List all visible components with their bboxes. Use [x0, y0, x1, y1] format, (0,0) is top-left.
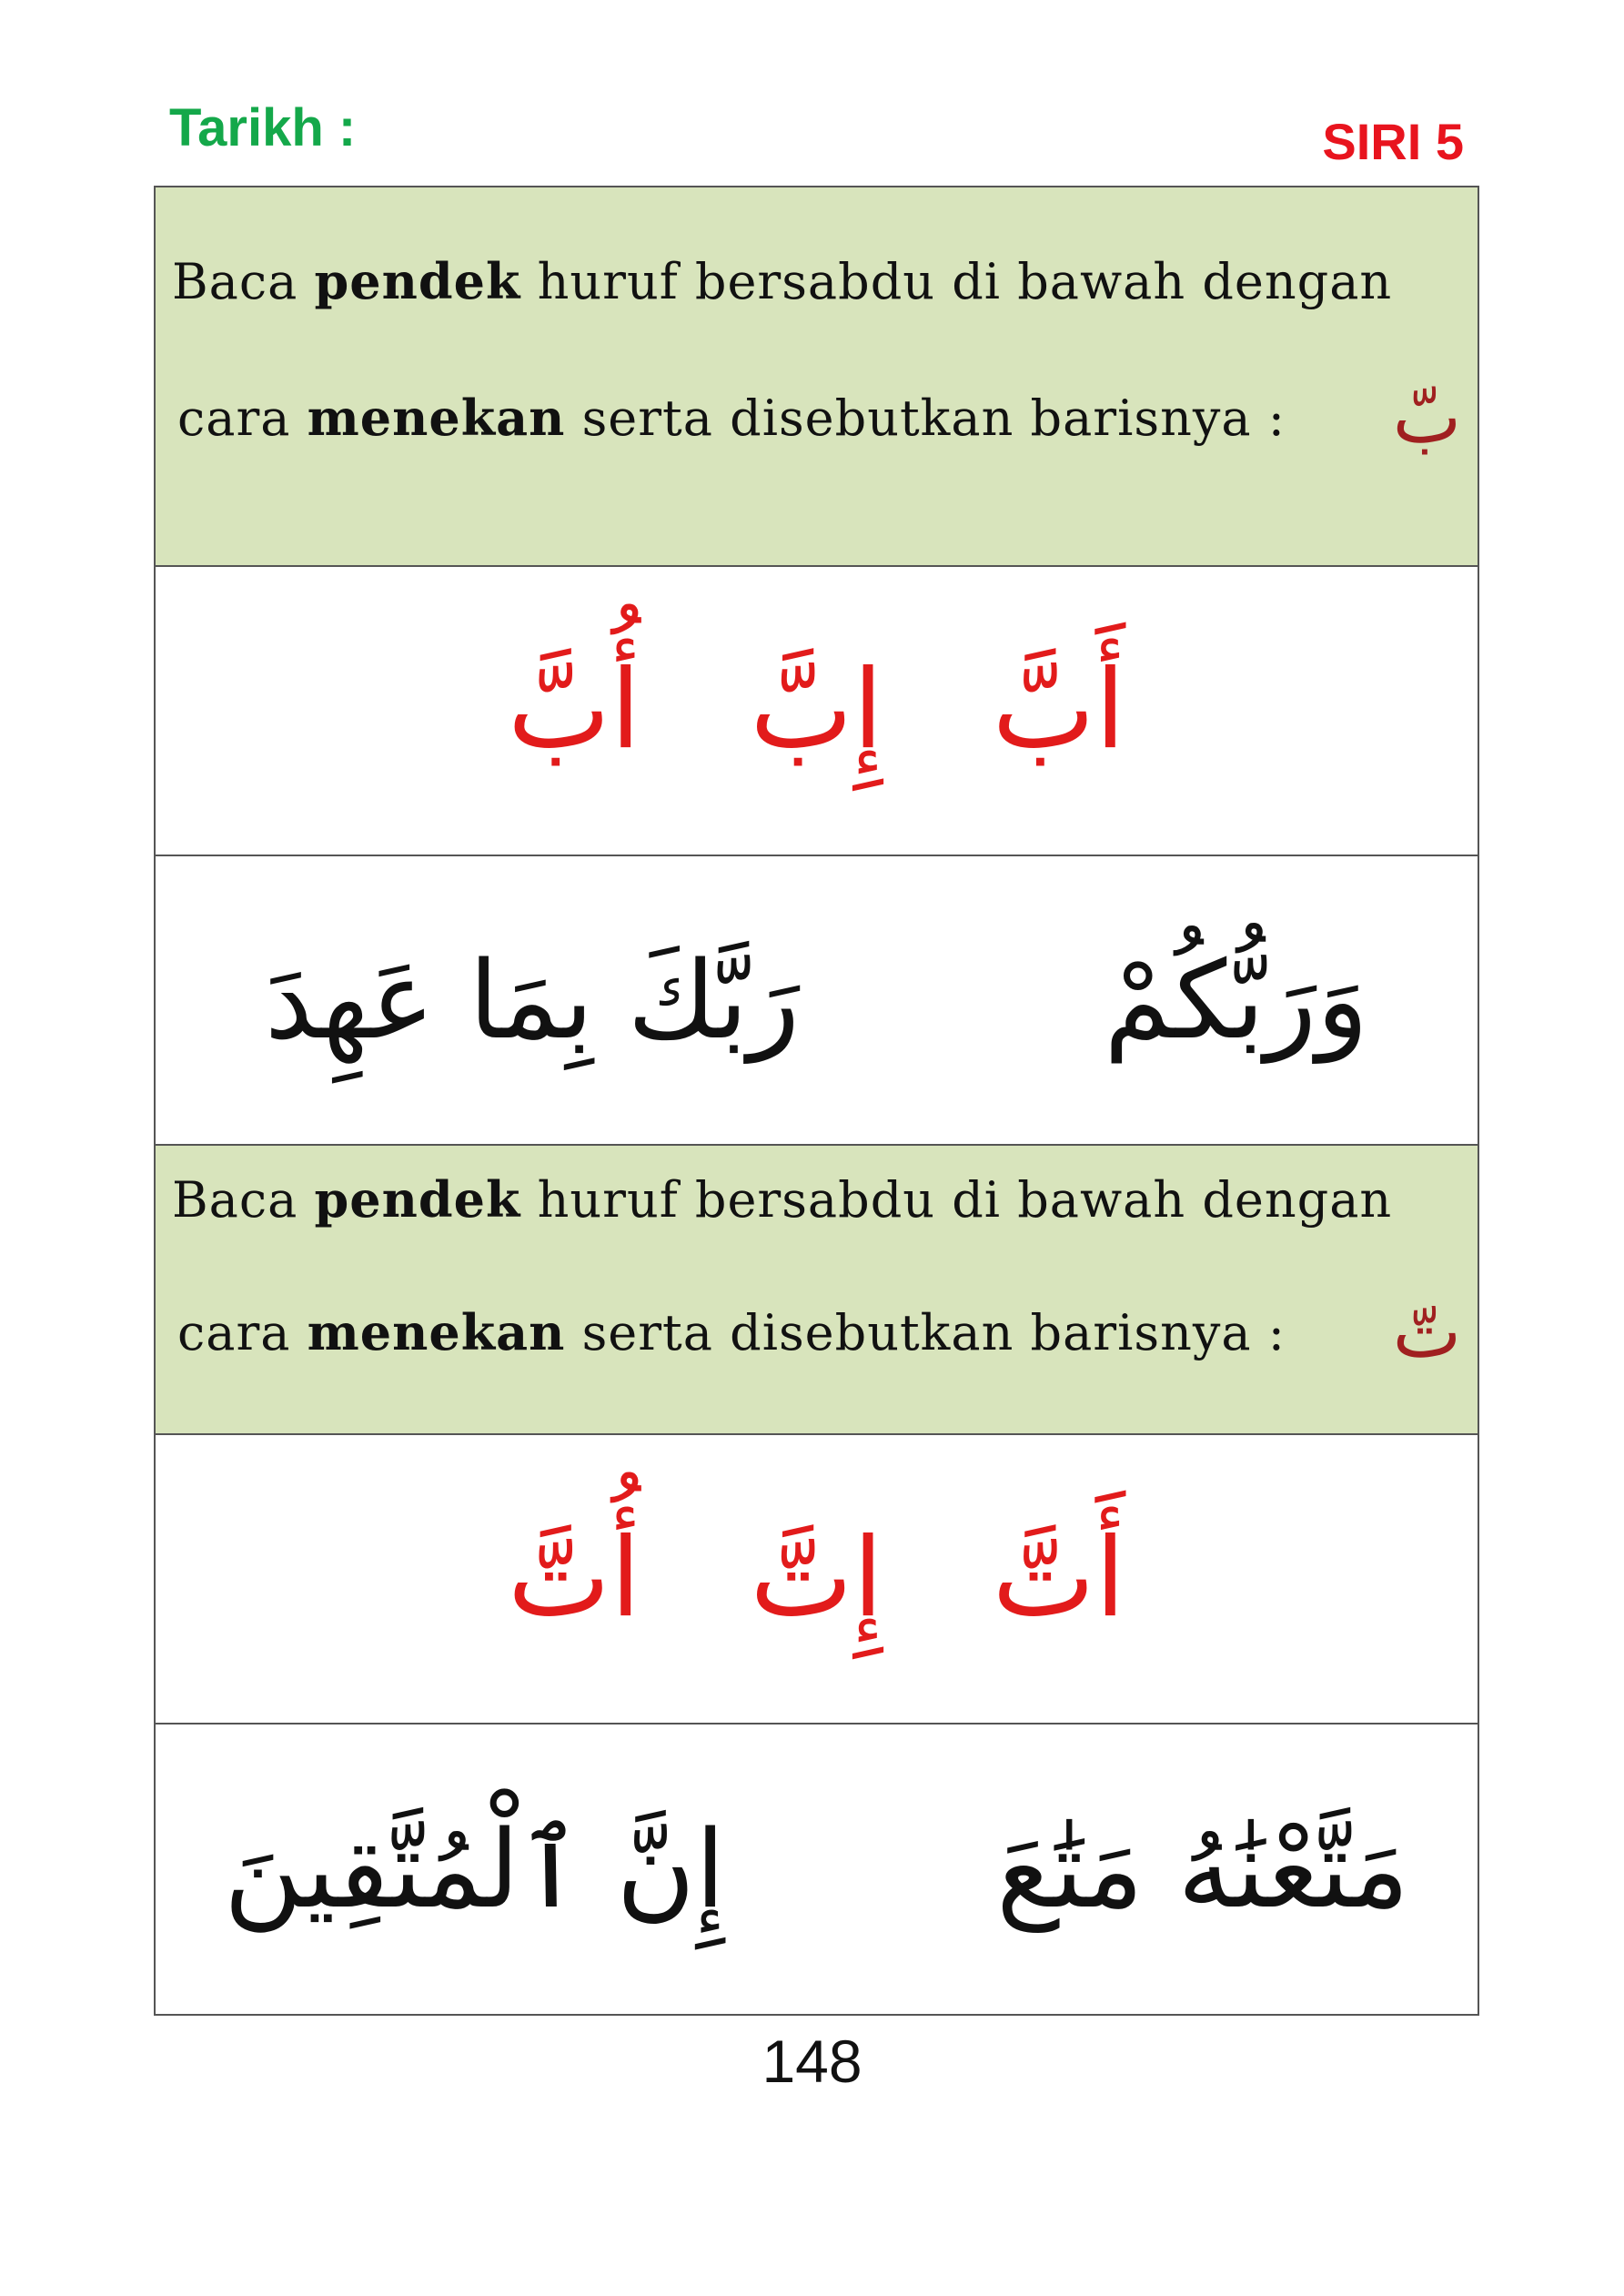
instruction-line-1 — [172, 1170, 1461, 1229]
target-letter: بّ — [1392, 375, 1461, 460]
arabic-word: رَبَّكَ بِمَا عَهِدَ — [265, 937, 801, 1063]
instruction-text: serta disebutkan barisnya : — [581, 1303, 1286, 1361]
arabic-word: إِنَّ ٱلْمُتَّقِينَ — [224, 1806, 725, 1932]
arabic-letter: أَبَّ — [992, 647, 1125, 774]
page-number: 148 — [762, 2028, 862, 2095]
instruction-line-1 — [172, 252, 1461, 310]
target-letter: تّ — [1392, 1290, 1461, 1374]
lesson-table — [154, 186, 1479, 2016]
letters-row-1 — [156, 567, 1478, 856]
arabic-letter: أُبَّ — [508, 647, 641, 774]
instruction-word: Baca — [172, 1171, 298, 1229]
instruction-line-2 — [172, 375, 1461, 460]
arabic-word: مَتَّعْنَٰهُ مَتَٰعَ — [996, 1806, 1409, 1932]
date-label: Tarikh : — [169, 98, 357, 157]
letters-row-2 — [156, 1435, 1478, 1725]
instruction-bold-word: pendek — [314, 252, 521, 310]
instruction-bold-word: pendek — [314, 1170, 521, 1229]
instruction-text: serta disebutkan barisnya : — [581, 389, 1286, 447]
instruction-word: cara — [177, 389, 291, 447]
series-label: SIRI 5 — [1322, 113, 1464, 170]
instruction-word: Baca — [172, 253, 298, 310]
arabic-word: وَرَبُّكُمْ — [1104, 937, 1368, 1063]
instruction-text: huruf bersabdu di bawah dengan — [537, 1171, 1393, 1229]
instruction-word: cara — [177, 1303, 291, 1361]
instruction-line-2 — [172, 1290, 1461, 1374]
arabic-letter: إِبَّ — [750, 647, 883, 774]
instruction-row-2 — [156, 1146, 1478, 1435]
instruction-row-1 — [156, 187, 1478, 567]
arabic-letter: إِتَّ — [750, 1515, 883, 1642]
arabic-letter: أَتَّ — [992, 1515, 1125, 1642]
instruction-bold-word: menekan — [307, 1302, 566, 1361]
words-row-2 — [156, 1725, 1478, 2014]
words-row-1 — [156, 856, 1478, 1146]
instruction-text: huruf bersabdu di bawah dengan — [537, 253, 1393, 310]
instruction-bold-word: menekan — [307, 388, 566, 447]
arabic-letter: أُتَّ — [508, 1515, 641, 1642]
